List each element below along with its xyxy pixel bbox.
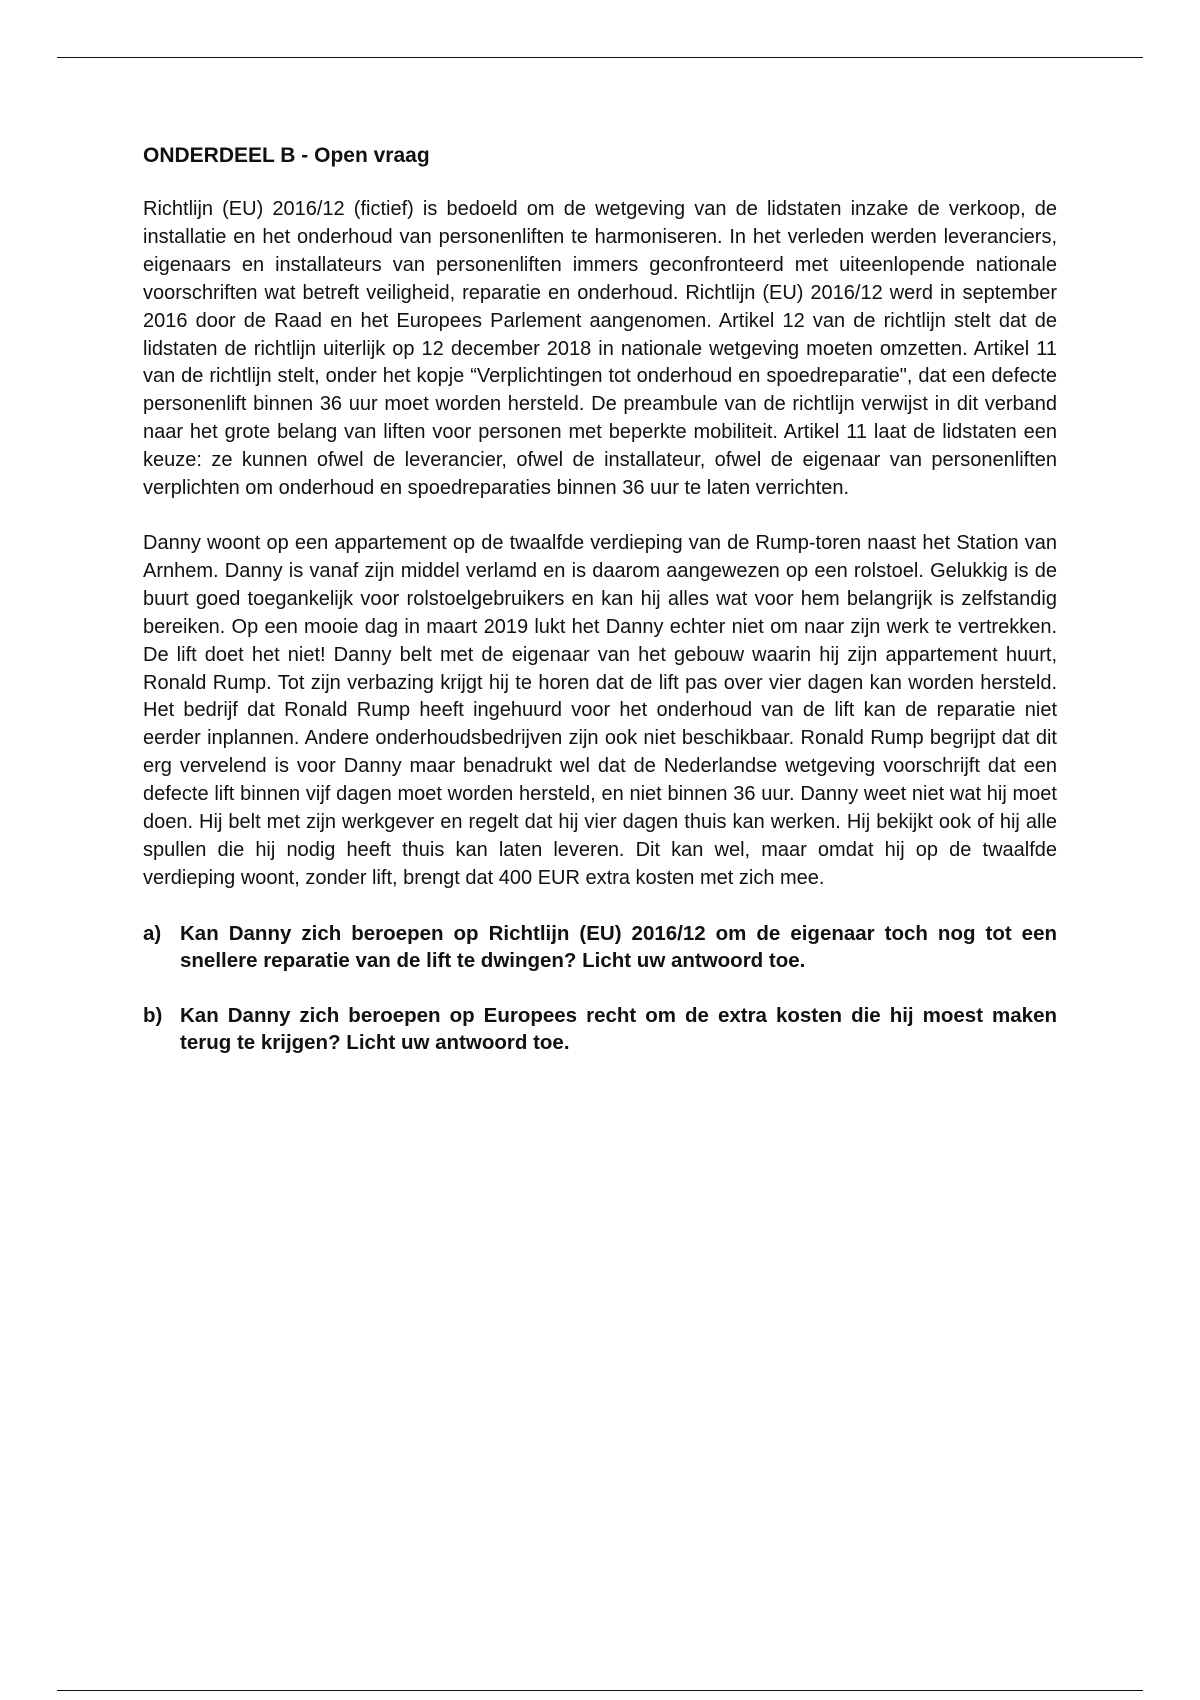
footer-rule <box>57 1690 1143 1691</box>
document-body <box>143 142 1057 1084</box>
question-a <box>143 920 1057 975</box>
question-list <box>143 920 1057 1057</box>
section-title: ONDERDEEL B - Open vraag <box>143 144 430 167</box>
question-b <box>143 1002 1057 1057</box>
header-rule <box>57 57 1143 58</box>
question-label: a) <box>143 921 162 945</box>
case-facts-paragraph: Danny woont op een appartement op de twaalfde verdieping van de Rump-toren naast het Station van Arnhem. Danny is vanaf zijn middel verlamd en is daarom aangewezen op een rolstoel. Gelukkig is de buurt goed toegankelijk voor rolstoelgebruikers en kan hij alles wat voor hem belangrijk is zelfstandig bereiken. Op een mooie dag in maart 2019 lukt het Danny echter niet om naar zijn werk te vertrekken. De lift doet het niet! Danny belt met de eigenaar van het gebouw waarin hij zijn appartement huurt, Ronald Rump. Tot zijn verbazing krijgt hij te horen dat de lift pas over vier dagen kan worden hersteld. Het bedrijf dat Ronald Rump heeft ingehuurd voor het onderhoud van de lift kan de reparatie niet eerder inplannen. Andere onderhoudsbedrijven zijn ook niet beschikbaar. Ronald Rump begrijpt dat dit erg vervelend is voor Danny maar benadrukt wel dat de Nederlandse wetgeving voorschrijft dat een defecte lift binnen vijf dagen moet worden hersteld, en niet binnen 36 uur. Danny weet niet wat hij moet doen. Hij belt met zijn werkgever en regelt dat hij vier dagen thuis kan werken. Hij bekijkt ook of hij alle spullen die hij nodig heeft thuis kan laten leveren. Dit kan wel, maar omdat hij op de twaalfde verdieping woont, zonder lift, brengt dat 400 EUR extra kosten met zich mee. <box>143 531 1057 889</box>
question-text: Kan Danny zich beroepen op Europees recht om de extra kosten die hij moest maken terug te krijgen? Licht uw antwoord toe. <box>180 1003 1057 1055</box>
question-text: Kan Danny zich beroepen op Richtlijn (EU) 2016/12 om de eigenaar toch nog tot een snellere reparatie van de lift te dwingen? Licht uw antwoord toe. <box>180 921 1057 973</box>
question-label: b) <box>143 1003 163 1027</box>
case-intro-paragraph: Richtlijn (EU) 2016/12 (fictief) is bedoeld om de wetgeving van de lidstaten inzake de verkoop, de installatie en het onderhoud van personenliften te harmoniseren. In het verleden werden leveranciers, eigenaars en installateurs van personenliften immers geconfronteerd met uiteenlopende nationale voorschriften wat betreft veiligheid, reparatie en onderhoud. Richtlijn (EU) 2016/12 werd in september 2016 door de Raad en het Europees Parlement aangenomen. Artikel 12 van de richtlijn stelt dat de lidstaten de richtlijn uiterlijk op 12 december 2018 in nationale wetgeving moeten omzetten. Artikel 11 van de richtlijn stelt, onder het kopje “Verplichtingen tot onderhoud en spoedreparatie", dat een defecte personenlift binnen 36 uur moet worden hersteld. De preambule van de richtlijn verwijst in dit verband naar het grote belang van liften voor personen met beperkte mobiliteit. Artikel 11 laat de lidstaten een keuze: ze kunnen ofwel de leverancier, ofwel de installateur, ofwel de eigenaar van personenliften verplichten om onderhoud en spoedreparaties binnen 36 uur te laten verrichten. <box>143 198 1057 500</box>
